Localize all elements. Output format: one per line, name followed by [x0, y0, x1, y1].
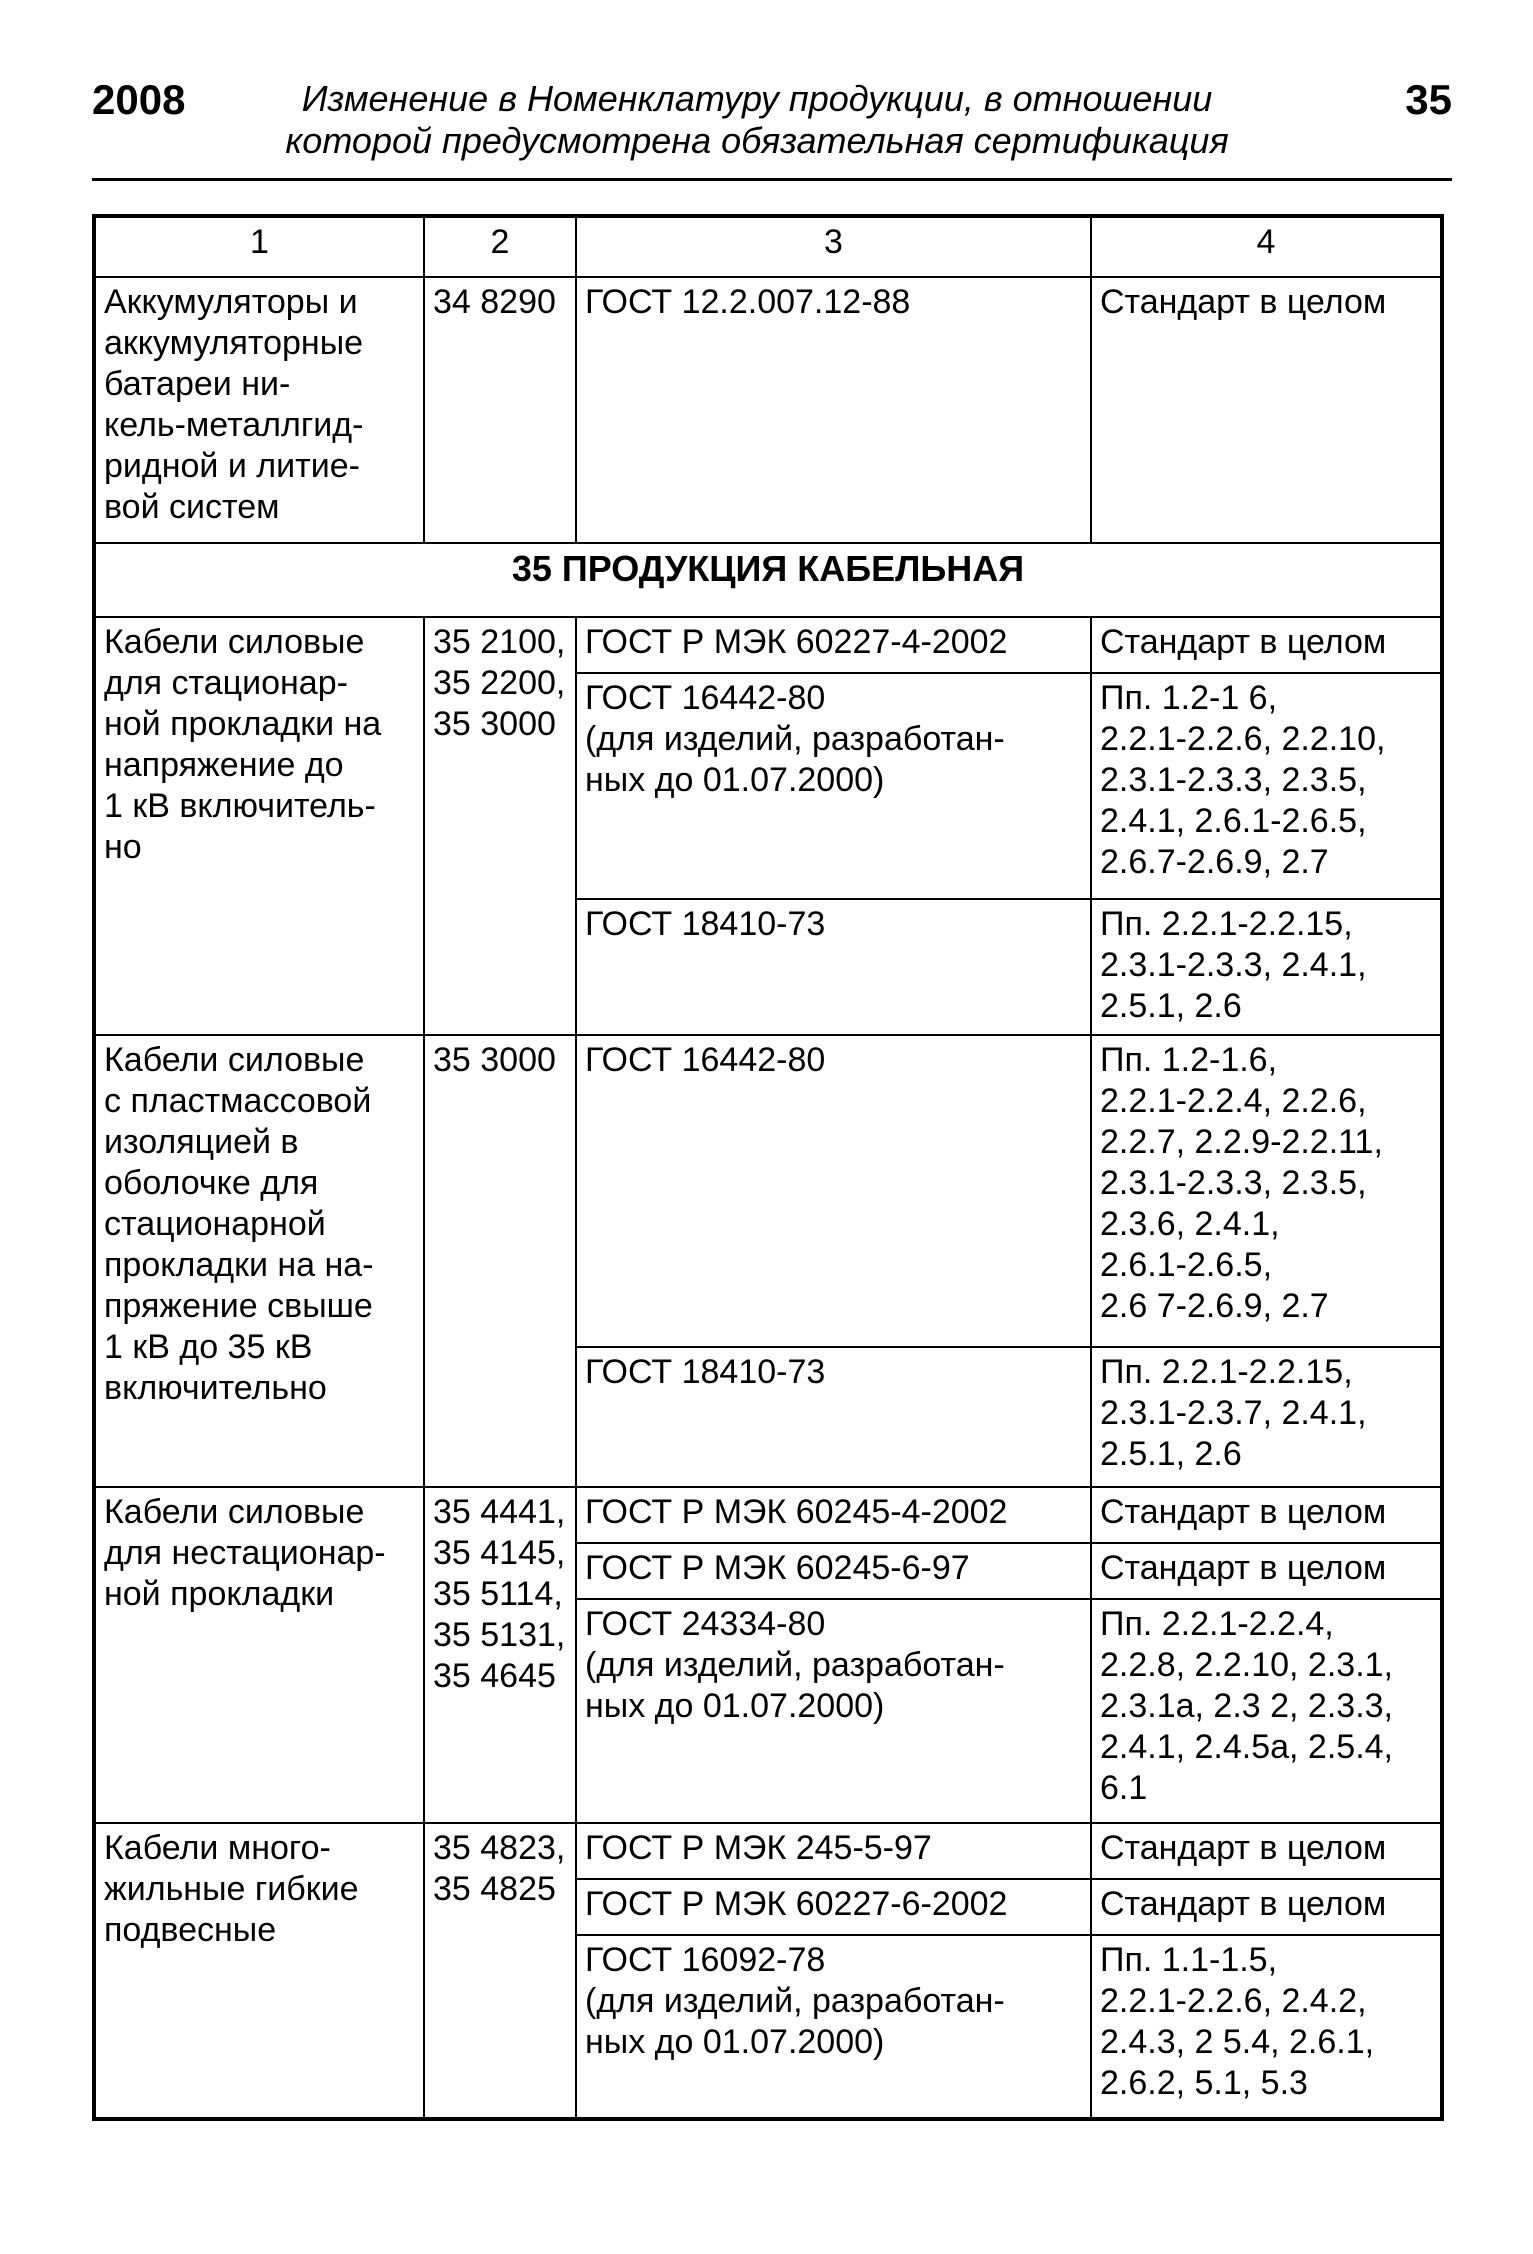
clauses: Стандарт в целом — [1091, 277, 1442, 543]
table-row — [94, 277, 1442, 543]
column-header-4: 4 — [1091, 216, 1442, 277]
product-code: 35 2100, 35 2200, 35 3000 — [424, 617, 576, 1035]
standard: ГОСТ 16442-80 — [576, 1035, 1091, 1347]
clauses: Стандарт в целом — [1091, 1487, 1442, 1543]
standard: ГОСТ 16092-78 (для изделий, разработан- ных до 01.07.2000) — [576, 1935, 1091, 2119]
clauses: Пп. 2.2.1-2.2.4, 2.2.8, 2.2.10, 2.3.1, 2.3.1а, 2.3 2, 2.3.3, 2.4.1, 2.4.5а, 2.5.4, 6.1 — [1091, 1599, 1442, 1823]
product-name: Кабели много- жильные гибкие подвесные — [94, 1823, 424, 2119]
standard: ГОСТ Р МЭК 60245-4-2002 — [576, 1487, 1091, 1543]
standard: ГОСТ 18410-73 — [576, 899, 1091, 1035]
standard: ГОСТ 12.2.007.12-88 — [576, 277, 1091, 543]
product-code: 35 4441, 35 4145, 35 5114, 35 5131, 35 4645 — [424, 1487, 576, 1823]
clauses: Стандарт в целом — [1091, 1879, 1442, 1935]
table-row — [94, 1035, 1442, 1347]
table-row — [94, 617, 1442, 673]
column-header-1: 1 — [94, 216, 424, 277]
column-header-3: 3 — [576, 216, 1091, 277]
page-title — [232, 78, 1282, 162]
product-name: Кабели силовые для стационар- ной прокладки на напряжение до 1 кВ включитель- но — [94, 617, 424, 1035]
title-line-1: Изменение в Номенклатуру продукции, в отношении — [301, 78, 1213, 119]
clauses: Пп. 2.2.1-2.2.15, 2.3.1-2.3.7, 2.4.1, 2.5.1, 2.6 — [1091, 1347, 1442, 1487]
clauses: Пп. 1.2-1 6, 2.2.1-2.2.6, 2.2.10, 2.3.1-2.3.3, 2.3.5, 2.4.1, 2.6.1-2.6.5, 2.6.7-2.6.9, 2.7 — [1091, 673, 1442, 899]
product-name: Кабели силовые с пластмассовой изоляцией в оболочке для стационарной прокладки на на- пряжение свыше 1 кВ до 35 кВ включительно — [94, 1035, 424, 1487]
header-rule — [92, 178, 1452, 181]
standard: ГОСТ Р МЭК 245-5-97 — [576, 1823, 1091, 1879]
clauses: Пп. 1.2-1.6, 2.2.1-2.2.4, 2.2.6, 2.2.7, 2.2.9-2.2.11, 2.3.1-2.3.3, 2.3.5, 2.3.6, 2.4.1, 2.6.1-2.6.5, 2.6 7-2.6.9, 2.7 — [1091, 1035, 1442, 1347]
standard: ГОСТ 18410-73 — [576, 1347, 1091, 1487]
clauses: Стандарт в целом — [1091, 617, 1442, 673]
section-title: 35 ПРОДУКЦИЯ КАБЕЛЬНАЯ — [94, 543, 1442, 617]
clauses: Пп. 2.2.1-2.2.15, 2.3.1-2.3.3, 2.4.1, 2.5.1, 2.6 — [1091, 899, 1442, 1035]
standard: ГОСТ 24334-80 (для изделий, разработан- ных до 01.07.2000) — [576, 1599, 1091, 1823]
certification-table — [92, 214, 1444, 2121]
column-header-2: 2 — [424, 216, 576, 277]
page-number: 35 — [1405, 76, 1452, 123]
product-name: Кабели силовые для нестационар- ной прокладки — [94, 1487, 424, 1823]
table-row — [94, 1487, 1442, 1543]
standard: ГОСТ Р МЭК 60245-6-97 — [576, 1543, 1091, 1599]
product-code: 35 4823, 35 4825 — [424, 1823, 576, 2119]
section-row — [94, 543, 1442, 617]
product-code: 34 8290 — [424, 277, 576, 543]
table-row — [94, 1823, 1442, 1879]
standard: ГОСТ Р МЭК 60227-4-2002 — [576, 617, 1091, 673]
product-name: Аккумуляторы и аккумуляторные батареи ни- кель-металлгид- ридной и литие- вой систем — [94, 277, 424, 543]
clauses: Пп. 1.1-1.5, 2.2.1-2.2.6, 2.4.2, 2.4.3, 2 5.4, 2.6.1, 2.6.2, 5.1, 5.3 — [1091, 1935, 1442, 2119]
column-header-row — [94, 216, 1442, 277]
year: 2008 — [92, 76, 186, 123]
clauses: Стандарт в целом — [1091, 1823, 1442, 1879]
product-code: 35 3000 — [424, 1035, 576, 1487]
standard: ГОСТ Р МЭК 60227-6-2002 — [576, 1879, 1091, 1935]
page-header — [92, 70, 1452, 182]
clauses: Стандарт в целом — [1091, 1543, 1442, 1599]
title-line-2: которой предусмотрена обязательная сертификация — [285, 120, 1229, 161]
standard: ГОСТ 16442-80 (для изделий, разработан- ных до 01.07.2000) — [576, 673, 1091, 899]
